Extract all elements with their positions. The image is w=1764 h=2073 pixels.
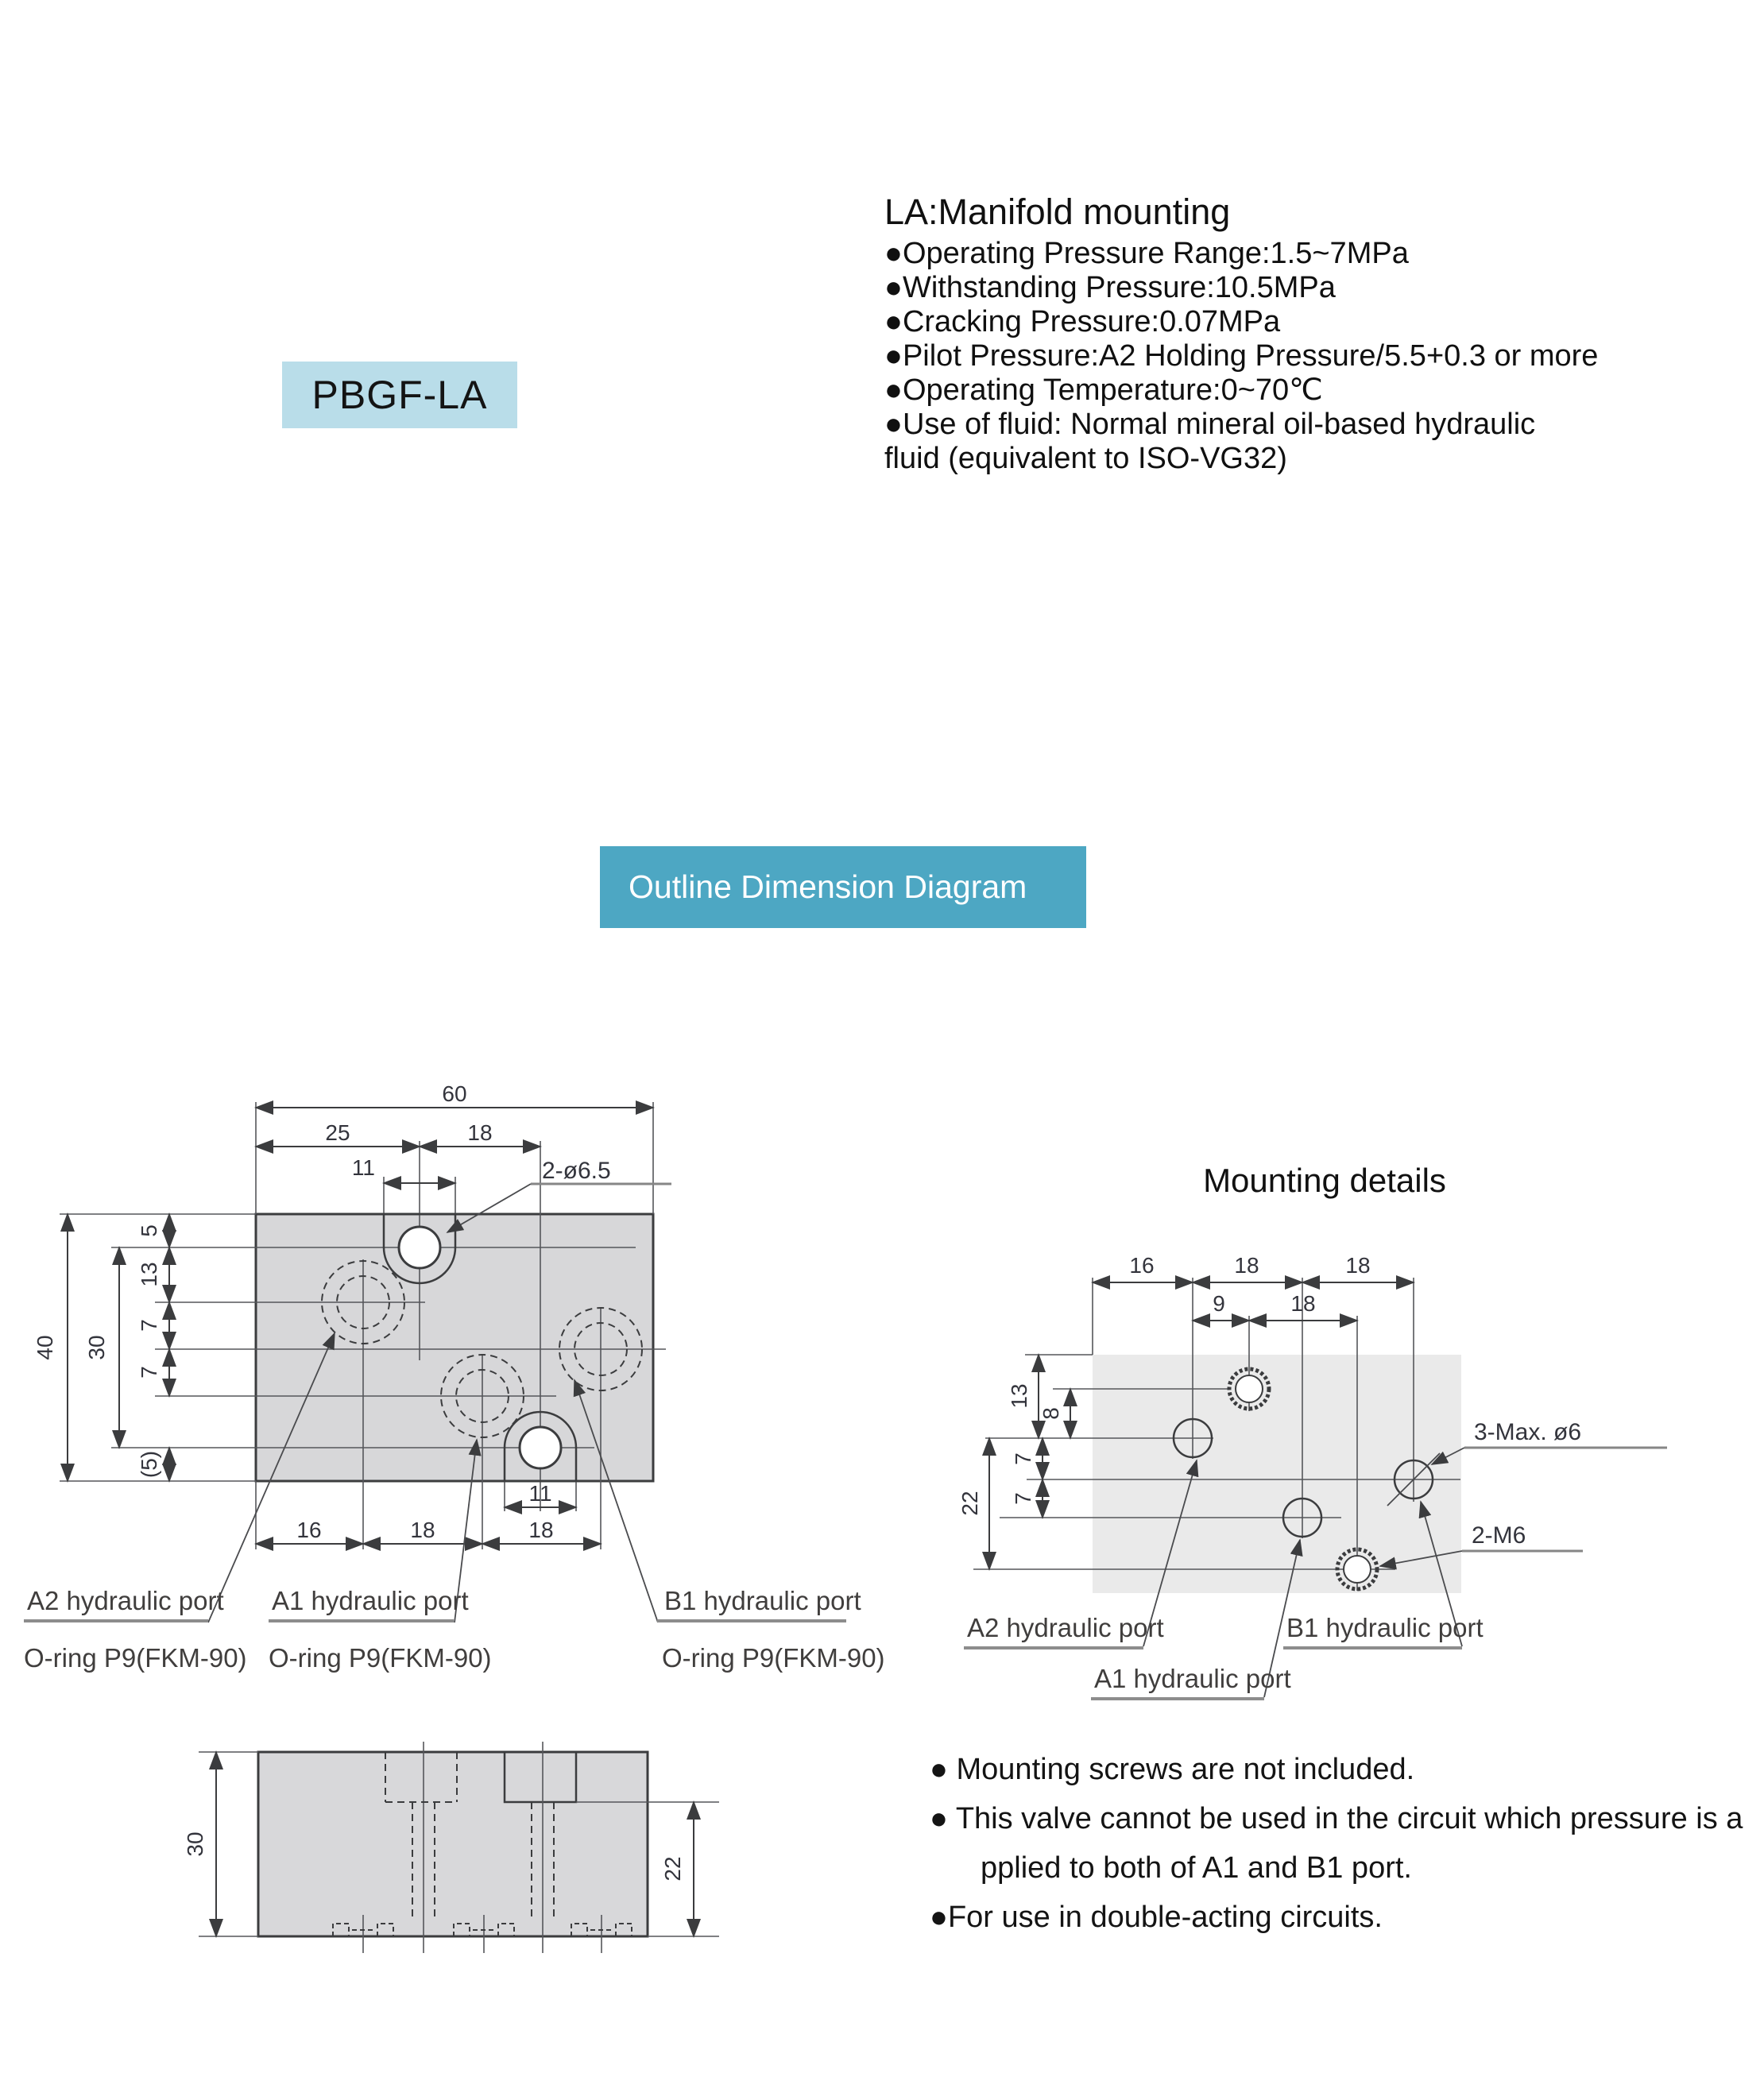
note-line: ● This valve cannot be used in the circuit which pressure is a: [930, 1802, 1743, 1835]
dim-9: 9: [1213, 1291, 1225, 1316]
dim-30: 30: [183, 1831, 207, 1857]
note-line: ● Mounting screws are not included.: [930, 1753, 1415, 1786]
spec-item: ●Withstanding Pressure:10.5MPa: [884, 271, 1336, 304]
dim-18b: 18: [1345, 1253, 1371, 1278]
bottom-mounting-hole: [520, 1427, 561, 1468]
dim-5: 5: [137, 1224, 161, 1237]
model-badge: [282, 362, 517, 428]
dim-8: 8: [1039, 1407, 1063, 1420]
dim-13: 13: [137, 1262, 161, 1287]
dim-11-top: 11: [351, 1155, 375, 1180]
threads-label: 2-M6: [1472, 1522, 1526, 1549]
dim-13: 13: [1007, 1383, 1031, 1409]
notes-block: [930, 1745, 1764, 1942]
note-line-continuation: pplied to both of A1 and B1 port.: [981, 1851, 1412, 1885]
specs-heading: LA:Manifold mounting: [884, 191, 1231, 232]
outline-top-view-drawing: [0, 1073, 906, 1700]
a1-oring-label: O-ring P9(FKM-90): [269, 1643, 492, 1673]
mounting-details-title: Mounting details: [1203, 1162, 1446, 1199]
dim-7b: 7: [137, 1366, 161, 1379]
dim-16: 16: [296, 1518, 322, 1542]
top-mounting-hole: [399, 1227, 440, 1268]
dim-60: 60: [442, 1081, 467, 1106]
a2-port-label: A2 hydraulic port: [967, 1613, 1164, 1642]
dim-22: 22: [660, 1856, 685, 1882]
dim-7b: 7: [1011, 1492, 1035, 1505]
specs-block: [884, 191, 1695, 476]
mounting-face-region: [1093, 1355, 1461, 1593]
a2-port-label: A2 hydraulic port: [27, 1586, 224, 1615]
dim-11-bottom: 11: [528, 1481, 552, 1506]
spec-item: ●Operating Pressure Range:1.5~7MPa: [884, 237, 1409, 270]
dim-18a: 18: [1234, 1253, 1259, 1278]
section-header-title: Outline Dimension Diagram: [629, 868, 1027, 905]
b1-label-underline: [1283, 1646, 1462, 1650]
b1-label-underline: [657, 1619, 846, 1622]
a2-label-underline: [964, 1646, 1143, 1650]
b1-port-label: B1 hydraulic port: [1286, 1613, 1484, 1642]
spec-item: ●Cracking Pressure:0.07MPa: [884, 305, 1281, 338]
a1-port-label: A1 hydraulic port: [272, 1586, 469, 1615]
dim-40: 40: [33, 1335, 57, 1360]
max-holes-label: 3-Max. ø6: [1474, 1419, 1582, 1445]
dim-7a: 7: [137, 1319, 161, 1332]
a2-label-underline: [24, 1619, 208, 1622]
a1-label-underline: [1091, 1697, 1264, 1700]
section-header: [600, 846, 1086, 928]
dim-22: 22: [957, 1491, 982, 1516]
model-badge-label: PBGF-LA: [311, 373, 488, 417]
dim-5p: (5): [137, 1450, 161, 1479]
hole-spec-label: 2-ø6.5: [542, 1158, 611, 1184]
dim-18c: 18: [1290, 1291, 1316, 1316]
a1-port-label: A1 hydraulic port: [1094, 1664, 1291, 1693]
spec-item-continuation: fluid (equivalent to ISO-VG32): [884, 442, 1287, 475]
side-view-drawing: [183, 1732, 739, 1971]
b1-oring-label: O-ring P9(FKM-90): [662, 1643, 885, 1673]
dim-18-top: 18: [467, 1120, 493, 1145]
dim-25: 25: [325, 1120, 350, 1145]
dim-7a: 7: [1011, 1452, 1035, 1465]
dim-30: 30: [84, 1335, 109, 1360]
a1-label-underline: [269, 1619, 454, 1622]
a2-oring-label: O-ring P9(FKM-90): [24, 1643, 247, 1673]
spec-item: ●Operating Temperature:0~70℃: [884, 373, 1323, 407]
note-line: ●For use in double-acting circuits.: [930, 1901, 1383, 1934]
mounting-details-drawing: [914, 1144, 1764, 1716]
dim-18b: 18: [528, 1518, 554, 1542]
dim-16: 16: [1129, 1253, 1155, 1278]
b1-port-label: B1 hydraulic port: [664, 1586, 861, 1615]
spec-item: ●Pilot Pressure:A2 Holding Pressure/5.5+0.3 or more: [884, 339, 1599, 373]
valve-body-side-view: [258, 1752, 648, 1936]
spec-item: ●Use of fluid: Normal mineral oil-based hydraulic: [884, 408, 1536, 441]
dim-18a: 18: [410, 1518, 435, 1542]
